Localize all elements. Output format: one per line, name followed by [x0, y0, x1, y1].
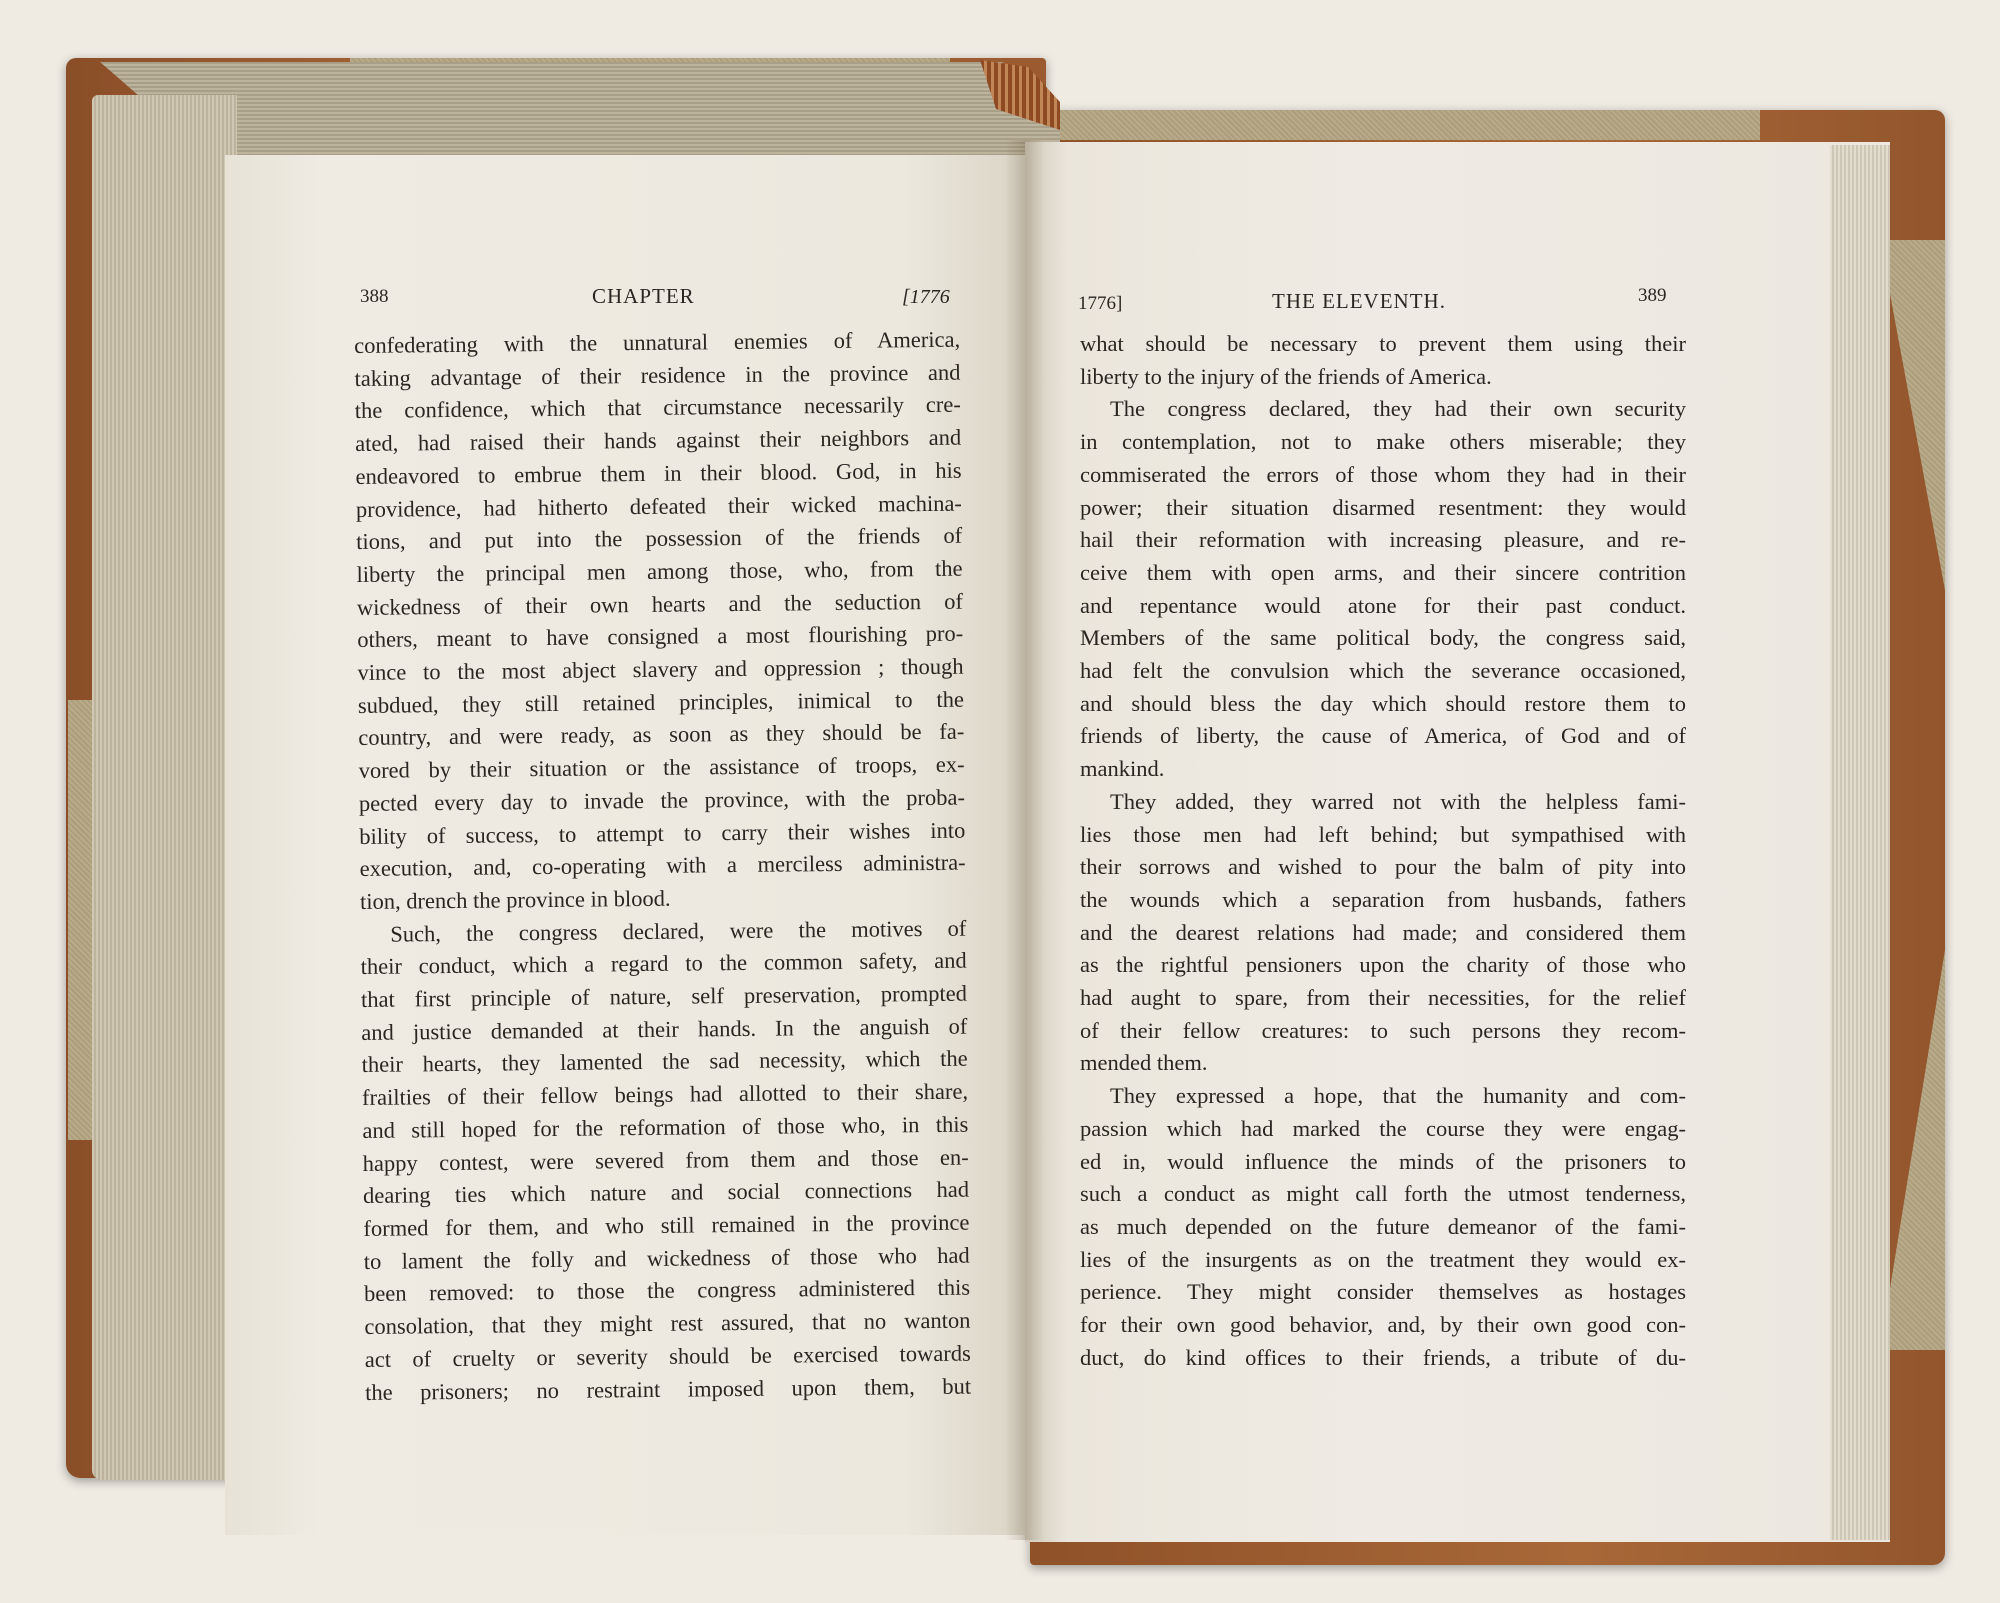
text-line: dearing ties which nature and social connections had: [362, 1176, 970, 1209]
text-line: friends of liberty, the cause of America, of God and of: [1080, 723, 1686, 749]
text-line: their conduct, which a regard to the common safety, and: [360, 947, 967, 980]
right-page-body: [1080, 328, 1686, 1375]
text-line: ated, had raised their hands against their neighbors and: [355, 424, 962, 457]
text-line: and the dearest relations had made; and considered them: [1080, 919, 1686, 945]
text-line: mankind.: [1080, 756, 1165, 782]
text-line: of their fellow creatures: to such persons they recom-: [1080, 1017, 1686, 1043]
left-page-stack-edge: [92, 95, 237, 1480]
text-line: and justice demanded at their hands. In the anguish of: [361, 1013, 968, 1045]
text-line: They expressed a hope, that the humanity and com-: [1110, 1083, 1686, 1109]
text-line: happy contest, were severed from them and those en-: [362, 1144, 969, 1176]
text-line: that first principle of nature, self preservation, prompted: [360, 980, 968, 1013]
text-line: in contemplation, not to make others miserable; they: [1080, 429, 1686, 455]
left-year-marker: [1776: [902, 286, 950, 308]
text-line: been removed: to those the congress administered this: [363, 1274, 971, 1307]
text-line: frailties of their fellow beings had allotted to their share,: [361, 1078, 969, 1111]
text-line: others, meant to have consigned a most flourishing pro-: [357, 620, 964, 653]
text-line: mended them.: [1080, 1050, 1208, 1076]
text-line: execution, and, co-operating with a merciless administra-: [359, 849, 966, 882]
text-line: consolation, that they might rest assured, that no wanton: [364, 1307, 971, 1340]
text-line: the wounds which a separation from husbands, fathers: [1080, 886, 1686, 912]
text-line: duct, do kind offices to their friends, a tribute of du-: [1080, 1344, 1686, 1370]
text-line: passion which had marked the course they were engag-: [1080, 1115, 1686, 1141]
text-line: as much depended on the future demeanor of the fami-: [1080, 1213, 1686, 1239]
left-page-number: 388: [360, 286, 389, 307]
text-line: ed in, would influence the minds of the prisoners to: [1080, 1148, 1686, 1174]
text-line: They added, they warred not with the helpless fami-: [1110, 788, 1686, 814]
text-line: to lament the folly and wickedness of those who had: [363, 1242, 970, 1274]
text-line: such a conduct as might call forth the utmost tenderness,: [1080, 1181, 1686, 1207]
text-line: taking advantage of their residence in the province and: [354, 359, 961, 391]
text-line: power; their situation disarmed resentment: they would: [1080, 494, 1686, 520]
text-line: liberty to the injury of the friends of America.: [1080, 363, 1492, 389]
text-line: hail their reformation with increasing pleasure, and re-: [1080, 527, 1686, 553]
text-line: the prisoners; no restraint imposed upon them, but: [364, 1373, 972, 1405]
text-line: vince to the most abject slavery and oppression ; though: [357, 653, 964, 686]
text-line: commiserated the errors of those whom they had in their: [1080, 461, 1686, 487]
text-line: formed for them, and who still remained in the province: [363, 1209, 970, 1241]
text-line: endeavored to embrue them in their blood. God, in his: [355, 457, 962, 489]
right-year-marker: 1776]: [1078, 293, 1123, 314]
text-line: the confidence, which that circumstance necessarily cre-: [354, 392, 961, 424]
text-line: and should bless the day which should restore them to: [1080, 690, 1686, 716]
text-line: pected every day to invade the province, with the proba-: [358, 784, 966, 816]
text-line: liberty the principal men among those, who, from the: [356, 555, 963, 587]
text-line: country, and were ready, as soon as they should be fa-: [358, 719, 965, 751]
text-line: their sorrows and wished to pour the balm of pity into: [1080, 854, 1686, 880]
text-line: vored by their situation or the assistance of troops, ex-: [358, 751, 965, 784]
text-line: bility of success, to attempt to carry their wishes into: [359, 817, 966, 849]
page-block-top-edge: [100, 62, 1060, 162]
text-line: confederating with the unnatural enemies of America,: [354, 326, 961, 358]
text-line: wickedness of their own hearts and the seduction of: [356, 588, 963, 620]
text-line: and still hoped for the reformation of those who, in this: [362, 1111, 969, 1143]
right-page-number: 389: [1638, 285, 1667, 306]
text-line: lies those men had left behind; but sympathised with: [1080, 821, 1686, 847]
text-line: perience. They might consider themselves as hostages: [1080, 1279, 1686, 1305]
text-line: providence, had hitherto defeated their wicked machina-: [355, 490, 962, 522]
left-page-body: [354, 324, 971, 1409]
text-line: and repentance would atone for their past conduct.: [1080, 592, 1686, 618]
text-line: subdued, they still retained principles, inimical to the: [357, 686, 965, 718]
text-line: tion, drench the province in blood.: [359, 885, 671, 914]
text-line: what should be necessary to prevent them using their: [1080, 331, 1686, 356]
text-line: Members of the same political body, the congress said,: [1080, 625, 1686, 651]
left-running-head: CHAPTER: [592, 284, 695, 308]
text-line: lies of the insurgents as on the treatment they would ex-: [1080, 1246, 1686, 1272]
text-line: ceive them with open arms, and their sincere contrition: [1080, 559, 1686, 585]
text-line: had felt the convulsion which the severance occasioned,: [1080, 658, 1686, 684]
text-line: Such, the congress declared, were the motives of: [390, 915, 967, 947]
text-line: their hearts, they lamented the sad necessity, which the: [361, 1046, 968, 1078]
text-line: act of cruelty or severity should be exercised towards: [364, 1340, 971, 1372]
gutter-shadow: [1005, 140, 1045, 1540]
right-running-head: THE ELEVENTH.: [1272, 289, 1446, 313]
text-line: as the rightful pensioners upon the charity of those who: [1080, 952, 1686, 978]
text-line: for their own good behavior, and, by their own good con-: [1080, 1312, 1686, 1338]
right-cover-cloth-top: [1060, 110, 1760, 140]
text-line: The congress declared, they had their own security: [1110, 396, 1686, 422]
text-line: tions, and put into the possession of the friends of: [356, 522, 963, 555]
right-page-stack-edge: [1830, 145, 1890, 1540]
text-line: had aught to spare, from their necessities, for the relief: [1080, 985, 1686, 1011]
